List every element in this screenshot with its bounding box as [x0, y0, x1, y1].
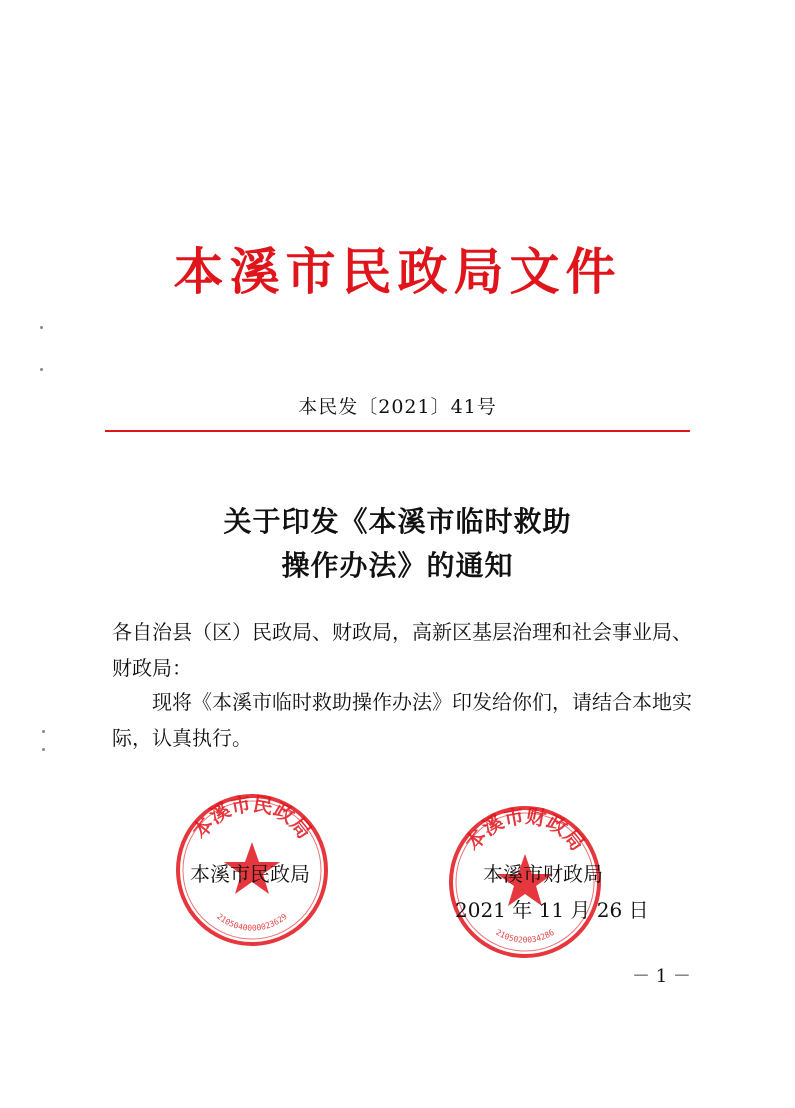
notice-title — [0, 500, 795, 588]
document-number: 本民发〔2021〕41号 — [298, 396, 497, 418]
svg-text:2105040000023629 — [215, 912, 289, 933]
scan-mark — [40, 368, 43, 371]
scan-mark — [42, 730, 45, 733]
svg-text:本溪市财政局 — [460, 804, 590, 855]
scan-mark — [42, 748, 45, 751]
addressee: 各自治县（区）民政局、财政局，高新区基层治理和社会事业局、财政局： — [112, 620, 692, 680]
issue-date: 2021 年 11 月 26 日 — [455, 898, 649, 922]
svg-text:本溪市民政局 — [187, 792, 317, 843]
page-number: － 1 － — [632, 966, 691, 987]
issuer-civil-affairs: 本溪市民政局 — [190, 862, 310, 886]
notice-title-line-2: 操作办法》的通知 — [281, 549, 514, 582]
issuer-finance-bureau: 本溪市财政局 — [483, 862, 603, 886]
seal-left-code: 2105040000023629 — [215, 911, 289, 933]
issuing-authority-title: 本溪市民政局文件 — [173, 243, 622, 301]
red-divider-line — [105, 430, 690, 432]
notice-title-line-1: 关于印发《本溪市临时救助 — [223, 505, 572, 538]
svg-text:2105020034286 — [494, 928, 556, 945]
seal-left-text: 本溪市民政局 — [187, 791, 317, 844]
seal-right-code: 2105020034286 — [494, 927, 556, 945]
seal-right-text: 本溪市财政局 — [460, 803, 590, 856]
scan-mark — [40, 326, 43, 329]
body-paragraph: 现将《本溪市临时救助操作办法》印发给你们，请结合本地实际，认真执行。 — [112, 690, 692, 750]
